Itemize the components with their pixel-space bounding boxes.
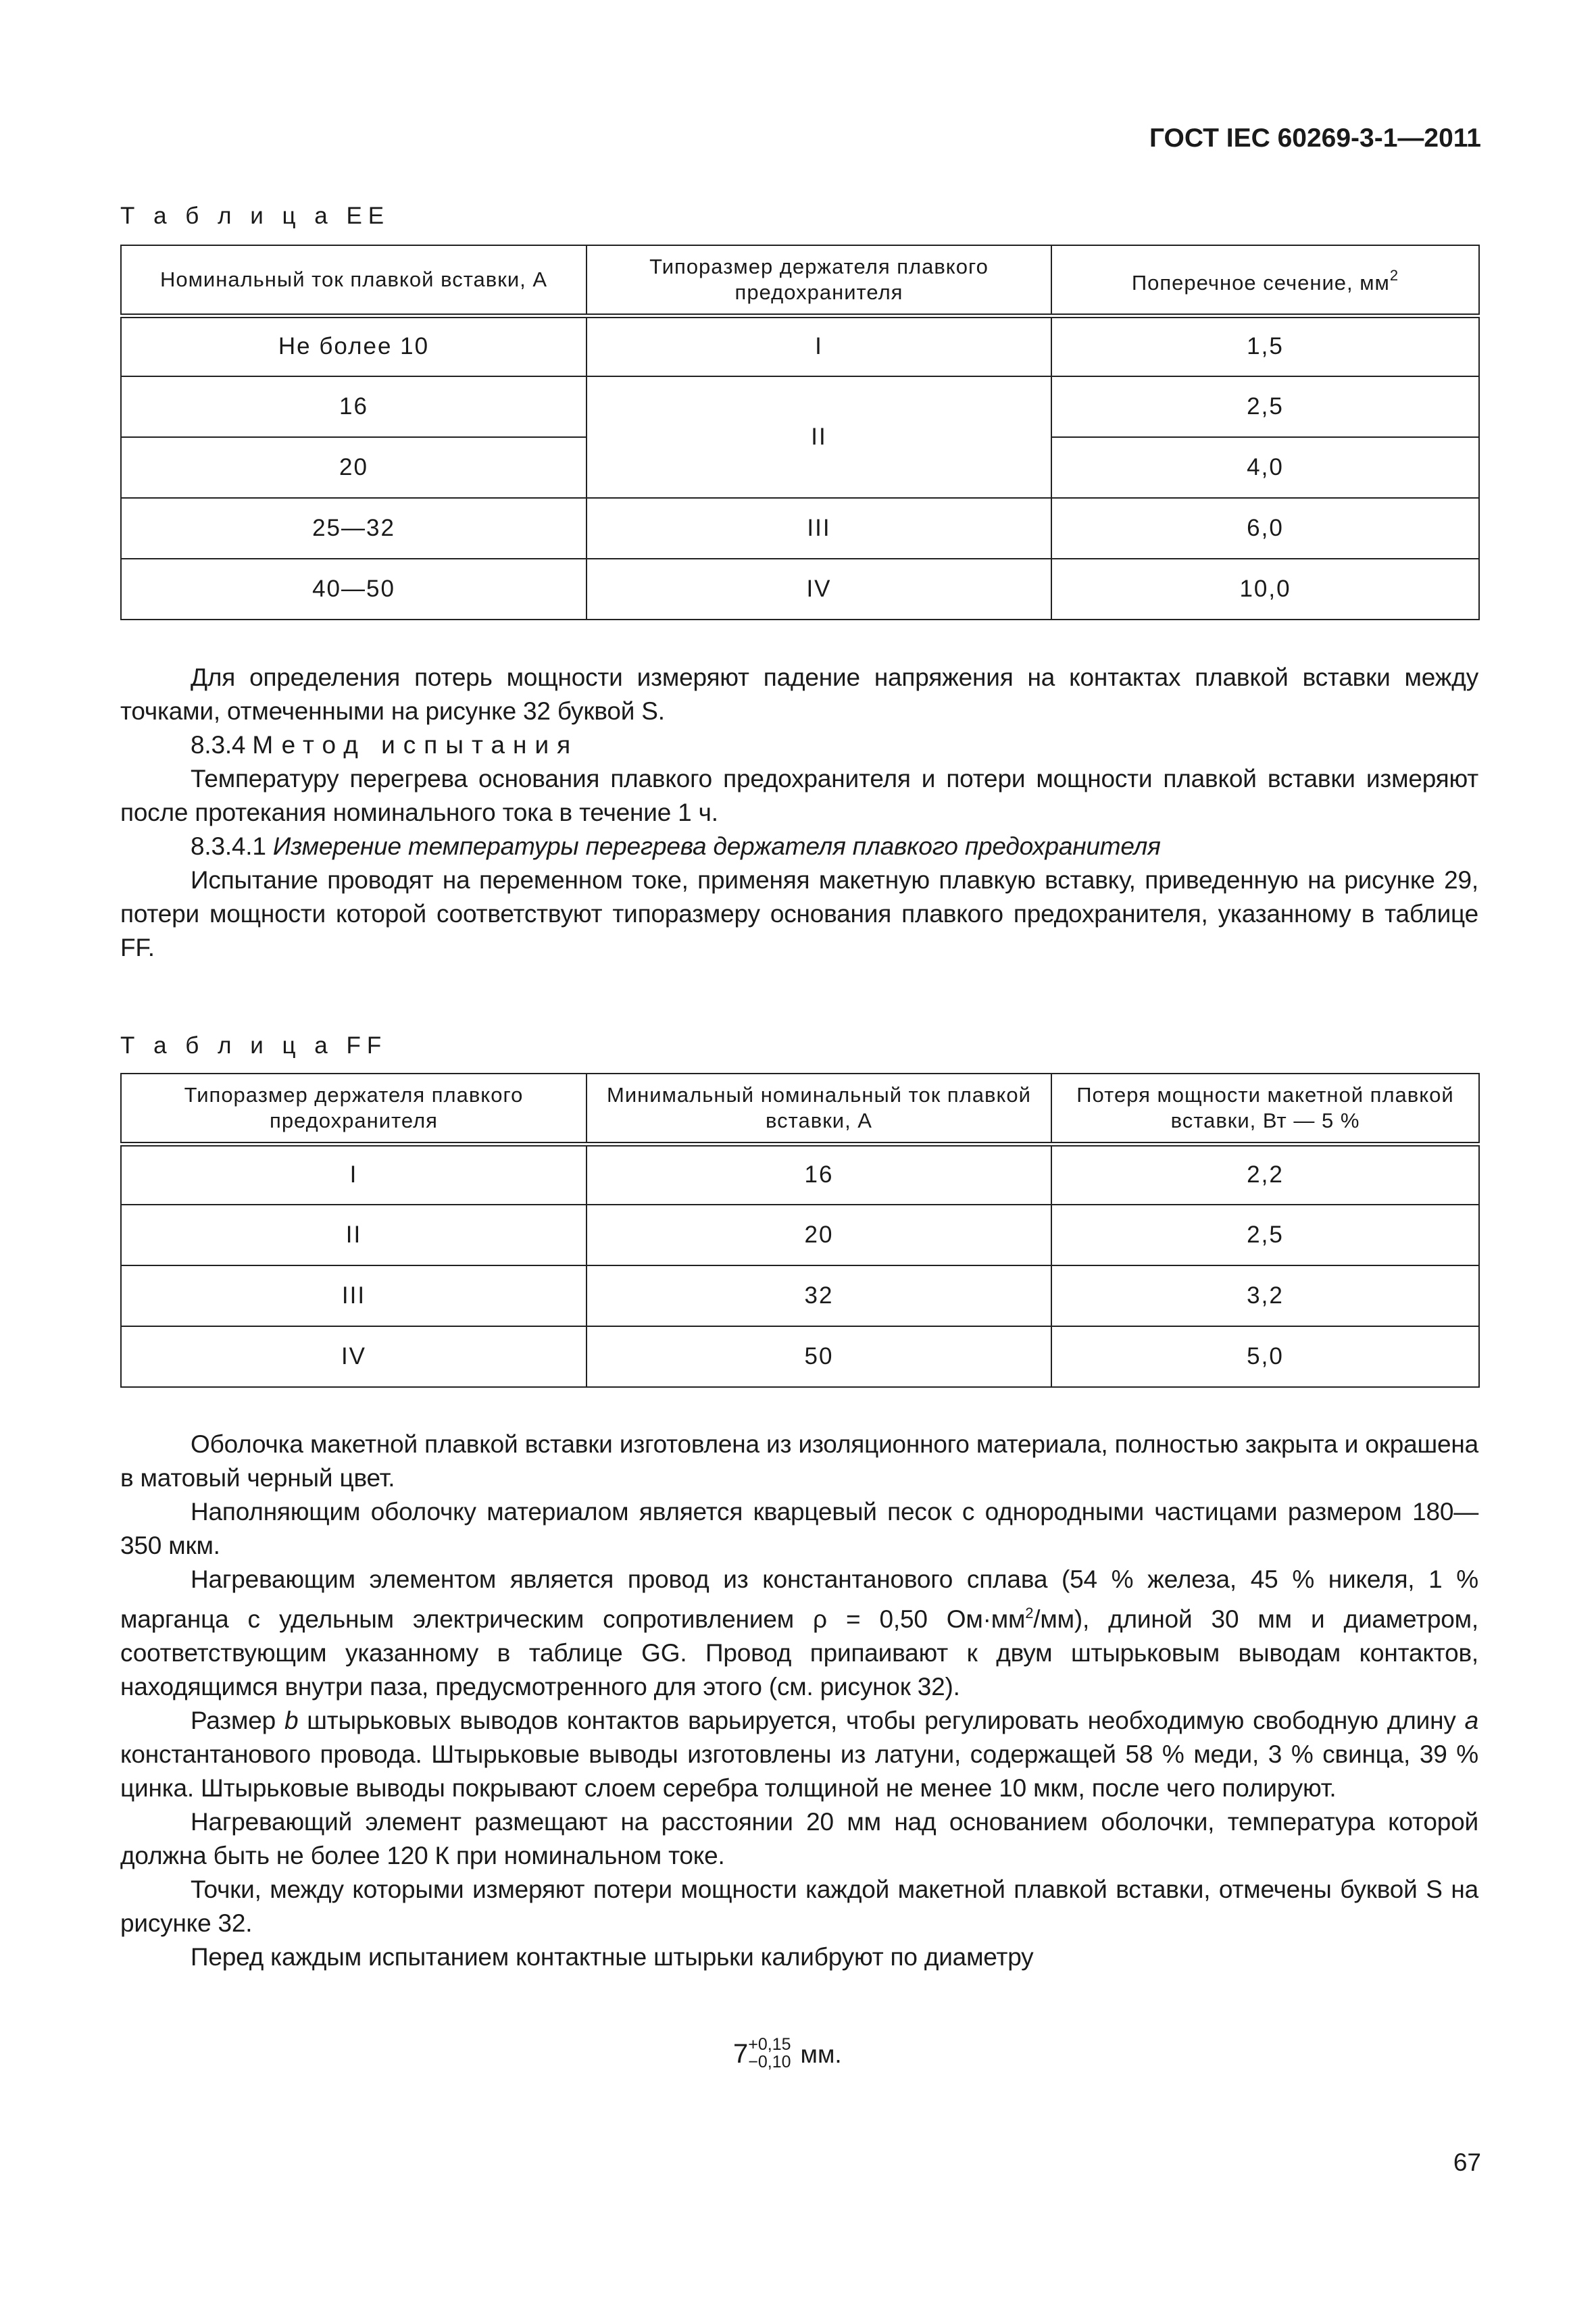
formula-unit: мм.	[800, 2040, 842, 2068]
paragraph: Нагревающий элемент размещают на расстоянии 20 мм над основанием оболочки, температура которой должна быть не более 120 К при номинальном токе.	[120, 1808, 1478, 1869]
table-cell: 4,0	[1051, 437, 1479, 498]
table-ff	[120, 1073, 1480, 1388]
table-cell: 16	[121, 376, 587, 437]
table-cell: III	[121, 1265, 587, 1326]
table-cell: 2,5	[1051, 376, 1479, 437]
paragraph: Температуру перегрева основания плавкого предохранителя и потери мощности плавкой вставки измеряют после протекания номинального тока в течение 1 ч.	[120, 765, 1478, 826]
paragraph: Для определения потерь мощности измеряют падение напряжения на контактах плавкой вставки между точками, отмеченными на рисунке 32 буквой S.	[120, 663, 1478, 725]
page-number: 67	[1453, 2148, 1481, 2176]
table-cell: 1,5	[1051, 316, 1479, 376]
document-id: ГОСТ IEC 60269-3-1—2011	[1149, 124, 1481, 153]
table-cell: 20	[587, 1205, 1051, 1265]
paragraph: Наполняющим оболочку материалом является кварцевый песок с однородными частицами размером 180—350 мкм.	[120, 1498, 1478, 1559]
table-cell: I	[587, 316, 1051, 376]
table-row	[121, 1326, 1479, 1387]
table-row	[121, 498, 1479, 559]
table-ee-caption: Т а б л и ц а EE	[120, 203, 391, 229]
table-cell: 50	[587, 1326, 1051, 1387]
table-row	[121, 316, 1479, 376]
table-cell: II	[587, 376, 1051, 498]
body-text-2	[120, 1428, 1478, 1974]
table-row	[121, 1205, 1479, 1265]
table-cell: 10,0	[1051, 559, 1479, 620]
paragraph: Нагревающим элементом является провод из константанового сплава (54 % железа, 45 % никеля, 1 % марганца с удельным электрическим сопротивлением ρ = 0,50 $Ом\cdot мм^2/мм$), длиной 30 мм и диаметром, соответствующим указанному в таблице GG. Провод припаивают к двум штырьковым выводам контактов, находящимся внутри паза, предусмотренного для этого (см. рисунок 32).	[120, 1565, 1478, 1701]
table-row	[121, 559, 1479, 620]
table-header-cell: Потеря мощности макетной плавкой вставки, Вт — 5 %	[1051, 1074, 1479, 1144]
table-header-cell: Типоразмер держателя плавкого предохранителя	[121, 1074, 587, 1144]
formula-base: 7	[733, 2039, 749, 2069]
table-cell: 20	[121, 437, 587, 498]
table-header-cell: Номинальный ток плавкой вставки, А	[121, 245, 587, 316]
table-ff-caption: Т а б л и ц а FF	[120, 1032, 388, 1059]
table-cell: IV	[587, 559, 1051, 620]
table-header-cell: Минимальный номинальный ток плавкой вставки, А	[587, 1074, 1051, 1144]
section-heading: 8.3.4 Метод испытания	[191, 731, 579, 759]
table-cell: 2,2	[1051, 1144, 1479, 1205]
table-cell: 32	[587, 1265, 1051, 1326]
paragraph: Испытание проводят на переменном токе, применяя макетную плавкую вставку, приведенную на рисунке 29, потери мощности которой соответствуют типоразмеру основания плавкого предохранителя, указанному в таблице FF.	[120, 866, 1478, 961]
table-cell: III	[587, 498, 1051, 559]
table-ee	[120, 245, 1480, 620]
table-cell: I	[121, 1144, 587, 1205]
table-cell: 6,0	[1051, 498, 1479, 559]
table-row	[121, 376, 1479, 437]
body-text-1	[120, 661, 1478, 965]
paragraph: Перед каждым испытанием контактные штырьки калибруют по диаметру	[191, 1943, 1034, 1971]
table-header-row	[121, 1074, 1479, 1144]
table-cell: IV	[121, 1326, 587, 1387]
table-cell: 3,2	[1051, 1265, 1479, 1326]
subsection-heading: 8.3.4.1 Измерение температуры перегрева держателя плавкого предохранителя	[191, 832, 1161, 860]
paragraph: Размер b штырьковых выводов контактов варьируется, чтобы регулировать необходимую свободную длину a константанового провода. Штырьковые выводы изготовлены из латуни, содержащей 58 % меди, 3 % свинца, 39 % цинка. Штырьковые выводы покрывают слоем серебра толщиной не менее 10 мкм, после чего полируют.	[120, 1707, 1478, 1802]
table-header-cell: Поперечное сечение, $мм^2$	[1051, 245, 1479, 316]
table-header-cell: Типоразмер держателя плавкого предохранителя	[587, 245, 1051, 316]
table-row	[121, 1265, 1479, 1326]
table-cell: 16	[587, 1144, 1051, 1205]
formula-tolerance: +0,15 −0,10	[748, 2035, 791, 2072]
table-cell: 40—50	[121, 559, 587, 620]
table-header-row	[121, 245, 1479, 316]
table-row	[121, 1144, 1479, 1205]
table-cell: 5,0	[1051, 1326, 1479, 1387]
table-cell: Не более 10	[121, 316, 587, 376]
paragraph: Оболочка макетной плавкой вставки изготовлена из изоляционного материала, полностью закрыта и окрашена в матовый черный цвет.	[120, 1430, 1478, 1492]
table-cell: 2,5	[1051, 1205, 1479, 1265]
paragraph: Точки, между которыми измеряют потери мощности каждой макетной плавкой вставки, отмечены буквой S на рисунке 32.	[120, 1876, 1478, 1937]
tolerance-formula	[733, 2037, 842, 2073]
table-cell: 25—32	[121, 498, 587, 559]
table-cell: II	[121, 1205, 587, 1265]
